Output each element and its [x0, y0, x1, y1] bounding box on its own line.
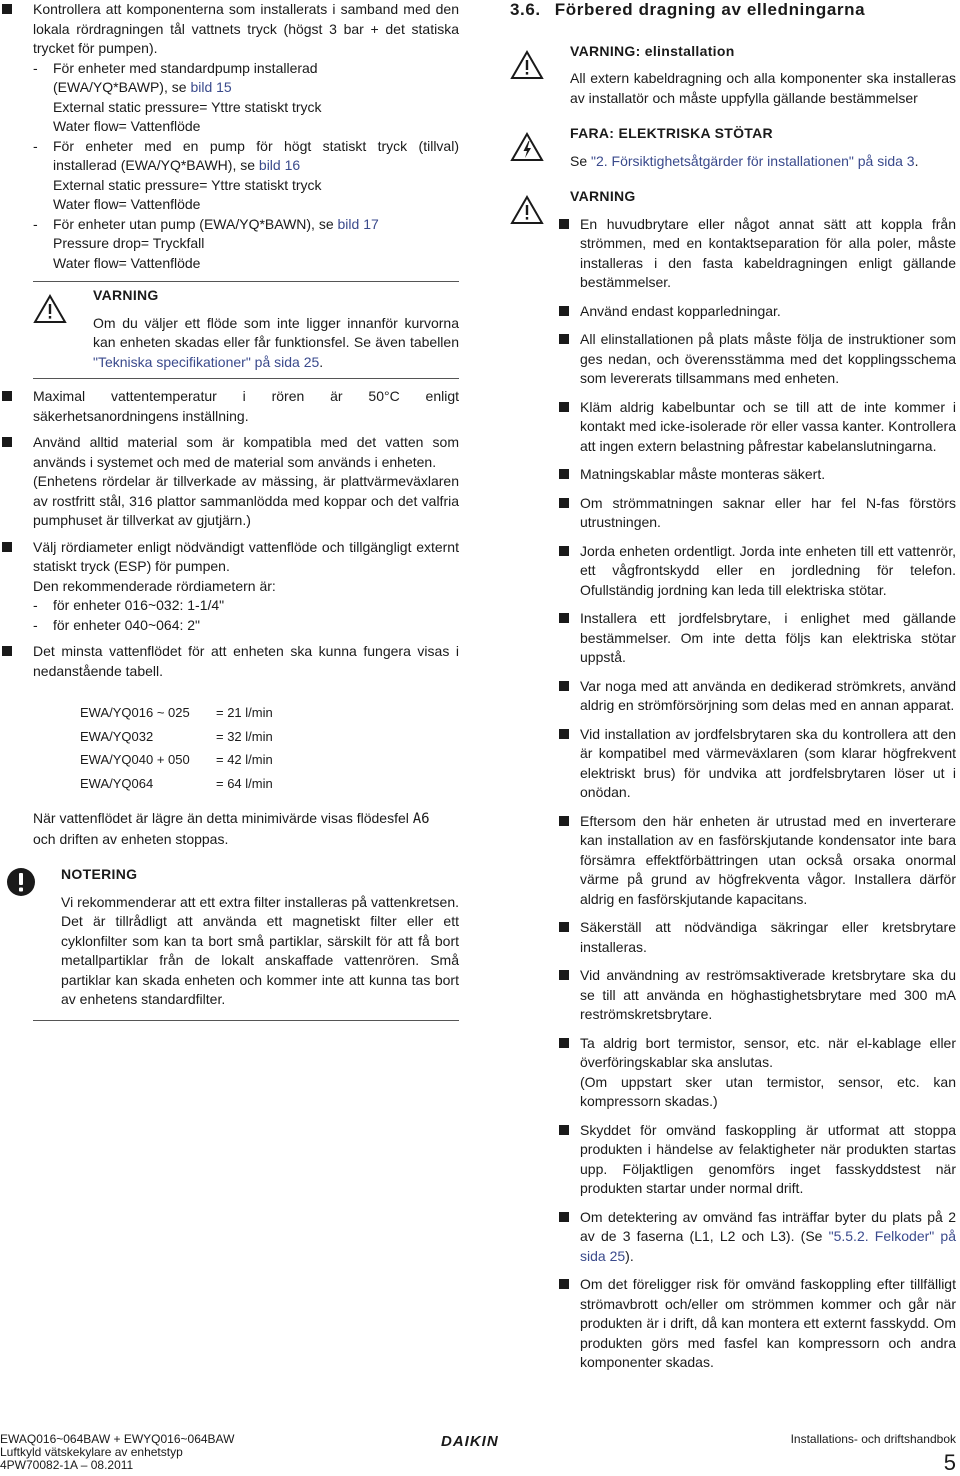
- table-row: EWA/YQ040 + 050 = 42 l/min: [80, 752, 273, 767]
- warning-flow-block: [33, 281, 459, 379]
- link-bild-15[interactable]: bild 15: [190, 79, 232, 95]
- warning-triangle-icon: [510, 50, 544, 86]
- warning-text: Om du väljer ett flöde som inte ligger innanför kurvorna kan enheten skadas eller får funktionsfel. Se även tabellen "Tekniska specifikationer" på sida 25.: [93, 314, 459, 370]
- sub-item-high-esp-pump: - För enheter med en pump för högt statiskt tryck (tillval) installerad (EWA/YQ*BAWH), se bild 16 External static pressure= Yttre statiskt tryck Water flow= Vattenflöde: [33, 137, 459, 212]
- sub-item-diameter-large: - för enheter 040~064: 2": [33, 616, 201, 633]
- footer-model: EWAQ016~064BAW + EWYQ016~064BAW: [0, 1432, 235, 1446]
- warning-electrical-install: VARNING: elinstallation All extern kabeldragning och alla komponenter ska installeras av installatör och måste uppfylla gällande bestämmelser: [510, 42, 956, 109]
- section-heading: 3.6. Förbered dragning av elledningarna: [510, 0, 866, 19]
- list-item: Vid installation av jordfelsbrytaren ska du kontrollera att den är kompatibel med värmeväxlaren (som klarar högfrekvent elektriskt brus) för undvika att jordfelsbrytaren löser ut i onödan.: [510, 725, 956, 803]
- bullet-max-temp: Maximal vattentemperatur i rören är 50°C enligt säkerhetsanordningens inställning.: [0, 387, 459, 426]
- link-bild-16[interactable]: bild 16: [258, 157, 301, 173]
- list-item: Matningskablar måste monteras säkert.: [510, 465, 956, 485]
- left-column: [0, 0, 459, 1021]
- bullet-materials: Använd alltid material som är kompatibla med det vatten som används i systemet och med de material som används i enheten. (Enhetens rördelar är tillverkade av mässing, är plattvärmeväxlaren av rostfritt stål, 316 plattor sammanlödda med koppar och det valfria pumphuset är tillverkat av gjutjärn.): [0, 433, 459, 531]
- list-item: Jorda enheten ordentligt. Jorda inte enheten till ett vattenrör, ett vågfrontskydd eller en jordledning för telefon. Ofullständig jordning kan leda till elektriska stötar.: [510, 542, 956, 601]
- error-code: A6: [412, 811, 430, 827]
- list-item: Om det föreligger risk för omvänd faskoppling efter tillfälligt strömavbrott och/eller om strömmen kommer och går när produkten är i drift, då kan montera ett externt fasskydd. Om produkten görs med fasfel kan kompressorn och andra komponenter skadas.: [510, 1275, 956, 1373]
- link-tech-specs[interactable]: "Tekniska specifikationer" på sida 25: [93, 353, 320, 370]
- warning-title: VARNING: [93, 287, 159, 303]
- list-item: All elinstallationen på plats måste följa de instruktioner som ges nedan, och överensstämma med det kopplingsschema som levererats tillsammans med enheten.: [510, 330, 956, 389]
- table-row: EWA/YQ064 = 64 l/min: [80, 775, 273, 791]
- list-item: En huvudbrytare eller något annat sätt att koppla från strömmen, med en kontaktseparation för alla poler, måste installeras i den fasta kabeldragningen enligt gällande bestämmelser.: [510, 215, 956, 293]
- sub-item-diameter-small: - för enheter 016~032: 1-1/4": [33, 597, 225, 613]
- list-item: Om strömmatningen saknar eller har fel N-fas förstörs utrustningen.: [510, 494, 956, 533]
- footer-right: [791, 1433, 956, 1476]
- warning-general: VARNING: [510, 187, 956, 207]
- note-text: Vi rekommenderar att ett extra filter installeras på vattenkretsen. Det är tillrådligt att använda ett magnetiskt filter eller ett cyklonfilter som kan ta bort små partiklar, särskilt för att få bort metallpartiklar från de lokalt anskaffade vattenrören. Små partiklar kan skada enheten och kommer inte att kunna tas bort av enhetens standardfilter.: [61, 893, 459, 1007]
- footer-left: [0, 1433, 234, 1472]
- table-row: EWA/YQ016 ~ 025 = 21 l/min: [80, 705, 273, 720]
- page-number: 5: [943, 1450, 956, 1475]
- bullet-min-flow: Det minsta vattenflödet för att enheten ska kunna fungera visas i nedanstående tabell.: [0, 642, 459, 681]
- footer-manual-title: Installations- och driftshandbok: [790, 1432, 956, 1446]
- min-flow-table: [80, 701, 459, 795]
- list-item: Kläm aldrig kabelbuntar och se till att de inte kommer i kontakt med icke-isolerade rör eller vassa kanter. Kontrollera att ingen extern belastning påfrestar kabelanslutningarna.: [510, 398, 956, 457]
- electric-hazard-icon: [510, 132, 544, 168]
- warning-triangle-icon: [33, 294, 67, 330]
- after-table-paragraph: När vattenflödet är lägre än detta minimivärde visas flödesfel A6 och driften av enheten stoppas.: [33, 810, 430, 847]
- bullet-text: Kontrollera att komponenterna som installerats i samband med den lokala rördragningen tål vattnets tryck (högst 3 bar + det statiska trycket för pumpen).: [33, 1, 459, 56]
- sub-item-no-pump: - För enheter utan pump (EWA/YQ*BAWN), se bild 17 Pressure drop= Tryckfall Water flow= Vattenflöde: [33, 215, 379, 271]
- sub-item-standard-pump: - För enheter med standardpump installerad (EWA/YQ*BAWP), se bild 15 External static pressure= Yttre statiskt tryck Water flow= Vattenflöde: [33, 59, 322, 134]
- bullet-pressure-check: [0, 0, 459, 273]
- danger-electric-shock: FARA: ELEKTRISKA STÖTAR Se "2. Försiktighetsåtgärder för installationen" på sida 3.: [510, 124, 956, 171]
- note-title: NOTERING: [61, 866, 138, 882]
- list-item: Vid användning av reströmsaktiverade kretsbrytare ska du se till att använda en höghastighetsbrytare med 300 mA reströmskretsbrytare.: [510, 966, 956, 1025]
- list-item: Om detektering av omvänd fas inträffar byter du plats på 2 av de 3 faserna (L1, L2 och L3). (Se "5.5.2. Felkoder" på sida 25).: [510, 1208, 956, 1267]
- link-bild-17[interactable]: bild 17: [337, 215, 379, 232]
- footer-doc-number: 4PW70082-1A – 08.2011: [0, 1458, 134, 1472]
- list-item: Eftersom den här enheten är utrustad med en inverterare kan installation av en fasförskjutande kondensator inte bara försämra effektförbättringen utan också orsaka onormal värme på grund av högfrekventa vågor. Installera därför aldrig en fasförskjutande kapacitans.: [510, 812, 956, 910]
- footer-description: Luftkyld vätskekylare av enhetstyp: [0, 1445, 183, 1459]
- daikin-logo: DAIKIN: [441, 1433, 499, 1450]
- link-error-codes[interactable]: "5.5.2. Felkoder" på sida 25: [580, 1228, 956, 1264]
- right-column: [510, 0, 956, 1382]
- list-item: Använd endast kopparledningar.: [510, 302, 956, 322]
- note-filter-block: [33, 859, 459, 1021]
- bullet-pipe-diameter: Välj rördiameter enligt nödvändigt vattenflöde och tillgängligt externt statiskt tryck (ESP) för pumpen. Den rekommenderade rördiametern är: - för enheter 016~032: 1-1/4" - för enheter 040~064: 2": [0, 538, 459, 636]
- table-row: EWA/YQ032 = 32 l/min: [80, 728, 273, 744]
- wiring-warning-list: [510, 215, 956, 1373]
- list-item: Var noga med att använda en dedikerad strömkrets, använd aldrig en strömförsörjning som delas med en annan apparat.: [510, 677, 956, 716]
- list-item: Ta aldrig bort termistor, sensor, etc. när el-kablage eller överföringskablar ska anslutas. (Om uppstart sker utan termistor, sensor, etc. kan kompressorn skadas.): [510, 1034, 956, 1112]
- list-item: Skyddet för omvänd faskoppling är utformat att stoppa produkten i händelse av felaktigheter när produkten startas upp. Följaktligen genomförs inget fasskyddstest när produkten startar under normal drift.: [510, 1121, 956, 1199]
- link-precautions[interactable]: "2. Försiktighetsåtgärder för installationen" på sida 3: [591, 152, 915, 169]
- exclamation-circle-icon: [6, 867, 36, 903]
- list-item: Installera ett jordfelsbrytare, i enlighet med gällande bestämmelser. Om inte detta följs kan elektriska stötar uppstå.: [510, 609, 956, 668]
- list-item: Säkerställ att nödvändiga säkringar eller kretsbrytare installeras.: [510, 918, 956, 957]
